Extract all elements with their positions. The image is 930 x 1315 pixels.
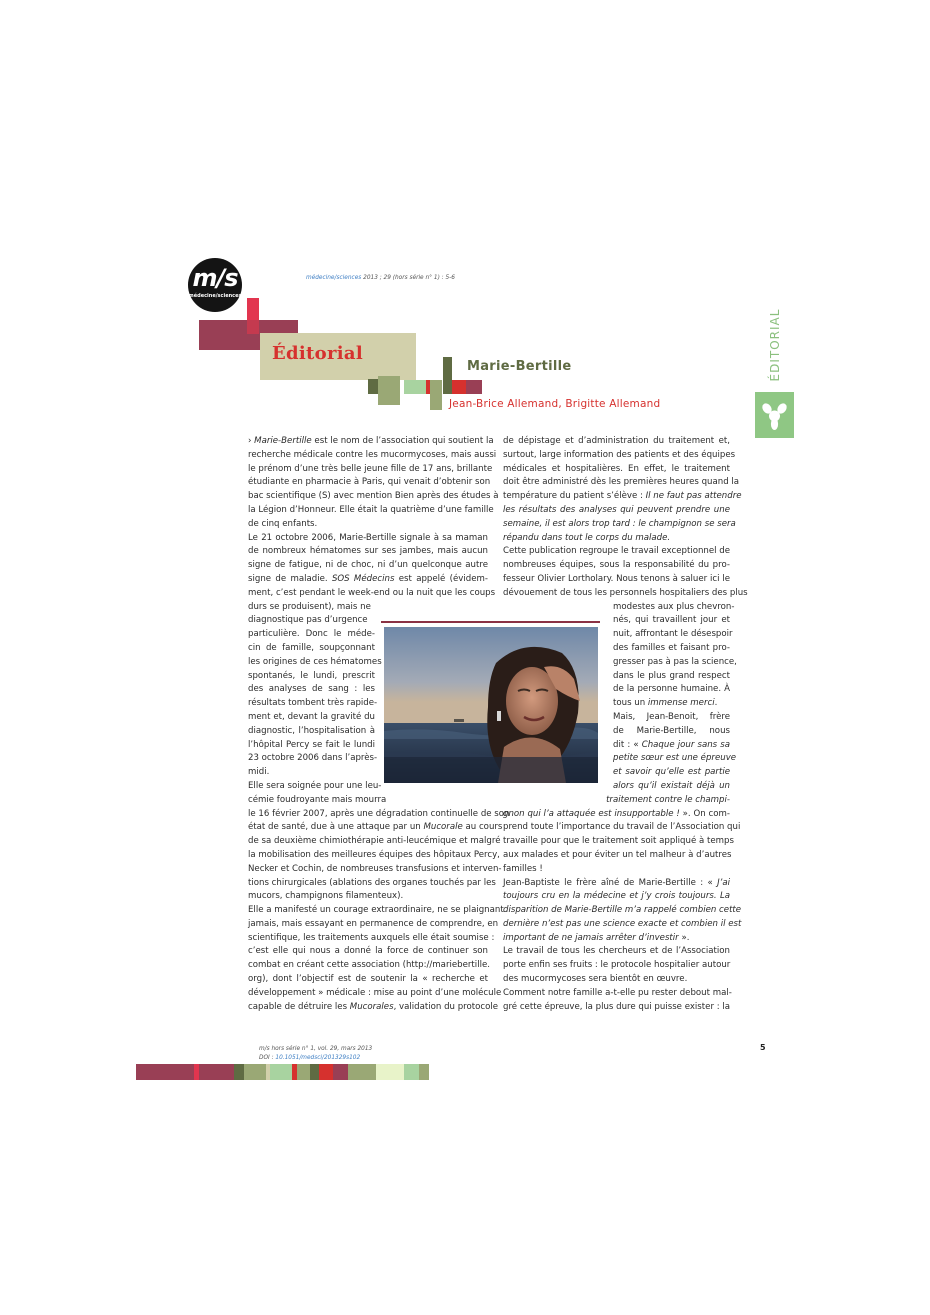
text-line: alors qu’il existait déjà un	[613, 780, 730, 791]
text-line: de Marie-Bertille, nous	[613, 725, 730, 736]
footer-strip	[348, 1064, 376, 1080]
journal-name[interactable]: médecine/sciences	[306, 275, 362, 281]
journal-reference	[306, 275, 455, 281]
footer-strip	[404, 1064, 419, 1080]
footer-strip	[297, 1064, 310, 1080]
text-line: la Légion d’Honneur. Elle était la quatrième d’une famille	[248, 504, 494, 515]
footer-strip	[333, 1064, 348, 1080]
text-line: de sa deuxième chimiothérapie anti-leucémique et malgré	[248, 836, 501, 847]
text-line: des analyses de sang : les	[248, 684, 375, 695]
deco-block	[452, 380, 466, 394]
article-title: Marie-Bertille	[467, 359, 572, 374]
doi-link[interactable]: 10.1051/medsci/201329s102	[275, 1054, 361, 1061]
footer-issue: m/s hors série n° 1, vol. 29, mars 2013	[259, 1046, 373, 1052]
section-tag	[260, 333, 416, 380]
text-line: Elle sera soignée pour une leu-	[248, 780, 382, 791]
text-line: répandu dans tout le corps du malade.	[503, 532, 671, 543]
text-line: tous un immense merci.	[613, 698, 718, 709]
text-line: étudiante en pharmacie à Paris, qui venait d’obtenir son	[248, 477, 491, 488]
text-line: disparition de Marie-Bertille m’a rappelé combien cette	[503, 905, 742, 916]
footer-strip	[419, 1064, 429, 1080]
text-line: ment et, devant la gravité du	[248, 711, 375, 722]
text-line: Le travail de tous les chercheurs et de l’Association	[503, 946, 730, 957]
text-line: Comment notre famille a-t-elle pu rester debout mal-	[503, 987, 732, 998]
deco-block	[378, 376, 400, 405]
footer-doi-line	[259, 1054, 372, 1063]
text-line: les résultats des analyses qui peuvent prendre une	[503, 504, 730, 515]
text-line: aux malades et pour éviter un tel malheur à d’autres	[503, 849, 732, 860]
right-column	[503, 435, 748, 1014]
footer-strip	[270, 1064, 292, 1080]
text-line: les origines de ces hématomes	[248, 656, 382, 667]
text-line: diagnostic, l’hospitalisation à	[248, 725, 375, 736]
text-line: et savoir qu’elle est partie	[613, 767, 730, 778]
footer-strip	[244, 1064, 266, 1080]
text-line: l’hôpital Percy se fait le lundi	[248, 739, 375, 750]
text-line: de dépistage et d’administration du traitement et,	[503, 436, 730, 446]
side-label-text: ÉDITORIAL	[768, 308, 782, 382]
text-line: porte enfin ses fruits : le protocole hospitalier autour	[503, 960, 731, 971]
text-line: Jean-Baptiste le frère aîné de Marie-Bertille : « J’ai	[503, 877, 730, 888]
text-line: ment, c’est pendant le week-end ou la nuit que les coups	[248, 587, 496, 598]
text-line: de la personne humaine. À	[613, 684, 730, 695]
text-line: des familles et faisant pro-	[613, 642, 730, 653]
text-line: modestes aux plus chevron-	[613, 601, 735, 612]
text-line: 23 octobre 2006 dans l’après-	[248, 753, 378, 764]
text-line: des mucormycoses sera bientôt en œuvre.	[503, 974, 688, 985]
text-line: gré cette épreuve, la plus dure qui puisse exister : la	[503, 1001, 730, 1012]
text-line: capable de détruire les Mucorales, validation du protocole	[248, 1001, 499, 1012]
text-line: org), dont l’objectif est de soutenir la « recherche et	[248, 974, 488, 985]
text-line: petite sœur est une épreuve	[613, 753, 737, 764]
text-line: cin de famille, soupçonnant	[248, 642, 375, 653]
text-line: semaine, il est alors trop tard : le champignon se sera	[503, 518, 736, 529]
text-line: › Marie-Bertille est le nom de l’association qui soutient la	[248, 436, 494, 446]
text-line: développement » médicale : mise au point d’une molécule	[248, 987, 502, 998]
text-line: le 16 février 2007, après une dégradation continuelle de son	[248, 808, 510, 819]
text-line: de nombreux hématomes sur ses jambes, mais aucun	[248, 546, 488, 557]
text-line: dévouement de tous les personnels hospitaliers des plus	[503, 587, 748, 598]
text-line: durs se produisent), mais ne	[248, 601, 371, 612]
text-line: gresser pas à pas la science,	[613, 656, 737, 667]
text-line: recherche médicale contre les mucormycoses, mais aussi	[248, 449, 497, 460]
text-line: Le 21 octobre 2006, Marie-Bertille signale à sa maman	[248, 532, 488, 543]
deco-block	[368, 379, 378, 394]
text-line: Mais, Jean-Benoit, frère	[613, 711, 730, 722]
text-line: mucors, champignons filamenteux).	[248, 891, 404, 902]
text-line: fesseur Olivier Lortholary. Nous tenons à saluer ici le	[503, 573, 730, 584]
text-line: médicales et hospitalières. En effet, le traitement	[503, 463, 730, 474]
text-line: particulière. Donc le méde-	[248, 629, 375, 640]
text-line: important de ne jamais arrêter d’investir ».	[503, 932, 690, 943]
footer-reference	[259, 1045, 372, 1062]
text-line: scientifique, les traitements auxquels elle était soumise :	[248, 932, 495, 943]
text-line: gnon qui l’a attaquée est insupportable ! ». On com-	[503, 808, 730, 819]
text-line: Necker et Cochin, de nombreuses transfusions et interven-	[248, 863, 502, 874]
text-line: Cette publication regroupe le travail exceptionnel de	[503, 546, 730, 557]
footer-strip	[136, 1064, 194, 1080]
text-line: dans le plus grand respect	[613, 670, 730, 681]
text-line: traitement contre le champi-	[606, 794, 730, 805]
text-line: résultats tombent très rapide-	[248, 698, 378, 709]
text-line: température du patient s’élève : Il ne faut pas attendre	[503, 491, 742, 502]
text-line: c’est elle qui nous a donné la force de continuer son	[248, 946, 488, 957]
text-line: doit être administré dès les premières heures quand la	[503, 477, 740, 488]
section-tag-label: Éditorial	[272, 343, 363, 364]
deco-block	[466, 380, 482, 394]
text-line: nombreuses équipes, sous la responsabilité du pro-	[503, 560, 730, 571]
text-line: cémie foudroyante mais mourra	[248, 794, 387, 805]
deco-block	[247, 320, 259, 334]
text-line: dernière n’est pas une science exacte et combien il est	[503, 918, 742, 929]
side-icon-box	[755, 392, 794, 438]
footer-strip	[199, 1064, 234, 1080]
text-line: nés, qui travaillent jour et	[613, 615, 730, 626]
text-line: signe de fatigue, ni de choc, ni d’un quelconque autre	[248, 560, 488, 571]
text-line: signe de maladie. SOS Médecins est appelé (évidem-	[248, 573, 488, 584]
text-line: travaille pour que le traitement soit appliqué à temps	[503, 836, 734, 847]
deco-block	[404, 380, 426, 394]
text-line: nuit, affrontant le désespoir	[613, 629, 733, 640]
text-line: prend toute l’importance du travail de l’Association qui	[503, 822, 741, 833]
logo-text: m/s	[192, 264, 238, 292]
text-line: dit : « Chaque jour sans sa	[613, 739, 731, 750]
article-authors: Jean-Brice Allemand, Brigitte Allemand	[449, 398, 661, 410]
side-section-label	[760, 308, 790, 382]
deco-block	[430, 380, 442, 410]
text-line: toujours cru en la médecine et j’y crois toujours. La	[503, 891, 730, 902]
text-line: familles !	[503, 863, 543, 874]
text-line: spontanés, le lundi, prescrit	[248, 670, 375, 681]
text-line: bac scientifique (S) avec mention Bien après des études à	[248, 491, 499, 502]
text-line: Elle a manifesté un courage extraordinaire, ne se plaignant	[248, 905, 504, 916]
text-line: combat en créant cette association (http://mariebertille.	[248, 960, 490, 971]
logo-subtext: médecine/sciences	[188, 293, 242, 299]
text-line: jamais, mais essayant en permanence de comprendre, en	[248, 918, 499, 929]
page-number: 5	[760, 1043, 766, 1052]
journal-citation: 2013 ; 29 (hors série n° 1) : 5-6	[361, 275, 455, 281]
text-line: le prénom d’une très belle jeune fille de 17 ans, brillante	[248, 463, 493, 474]
text-line: de cinq enfants.	[248, 518, 318, 529]
deco-block	[443, 357, 452, 394]
doi-label: DOI :	[259, 1054, 276, 1061]
text-line: midi.	[248, 767, 270, 778]
footer-strip	[234, 1064, 244, 1080]
text-line: diagnostique pas d’urgence	[248, 615, 368, 626]
text-line: surtout, large information des patients et des équipes	[503, 449, 736, 460]
journal-logo	[188, 258, 242, 312]
text-line: la mobilisation des meilleures équipes des hôpitaux Percy,	[248, 849, 500, 860]
footer-strip	[310, 1064, 319, 1080]
footer-strip	[319, 1064, 333, 1080]
text-line: état de santé, due à une attaque par un Mucorale au cours	[248, 822, 503, 833]
trident-icon	[755, 392, 794, 438]
footer-strip	[376, 1064, 404, 1080]
text-line: tions chirurgicales (ablations des organes touchés par les	[248, 877, 496, 888]
